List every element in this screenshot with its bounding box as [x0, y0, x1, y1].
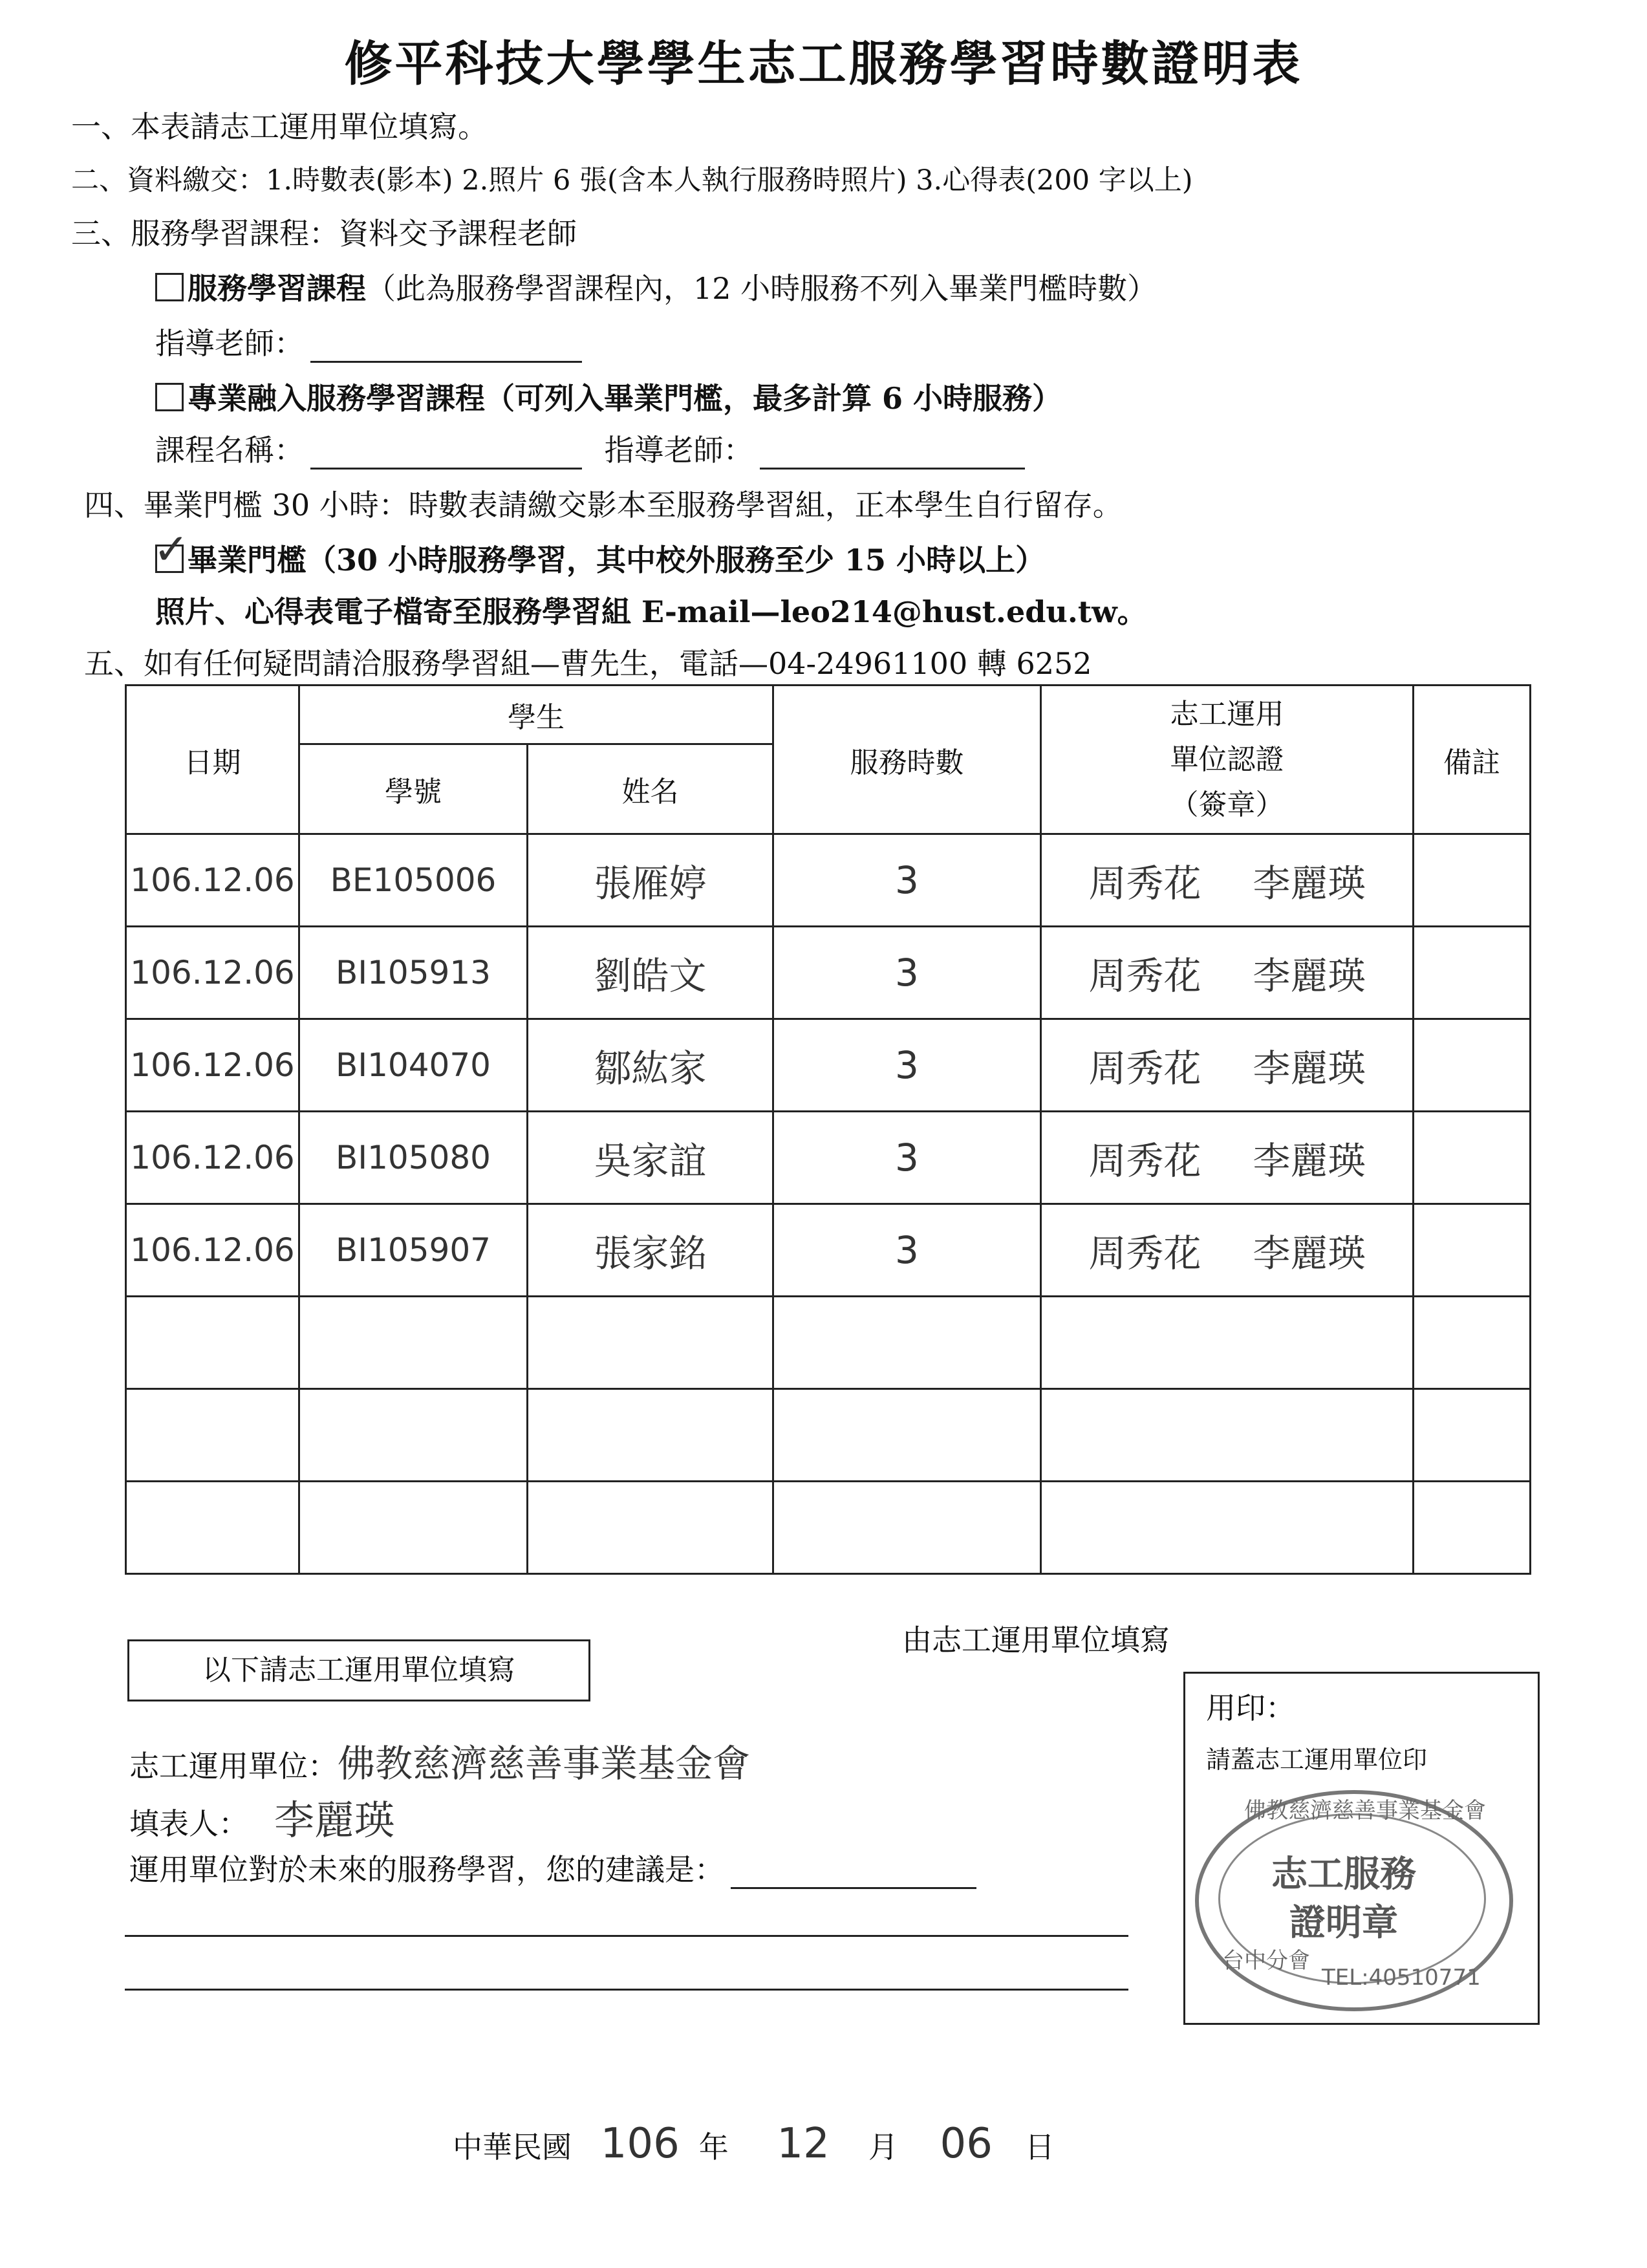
- unit-section-label: 以下請志工運用單位填寫: [127, 1639, 590, 1701]
- row-student-id: BI104070: [336, 1046, 491, 1084]
- header-student-name: 姓名: [528, 744, 773, 834]
- seal-center-1: 志工服務: [1271, 1853, 1416, 1895]
- header-date: 日期: [126, 686, 299, 834]
- table-row: [126, 1204, 1531, 1297]
- seal-ring-bottom: TEL:40510771: [1322, 1965, 1481, 1991]
- row-hours: 3: [895, 1043, 919, 1087]
- page-title: 修平科技大學學生志工服務學習時數證明表: [344, 36, 1303, 92]
- unit-value: 佛教慈濟慈善事業基金會: [338, 1742, 751, 1786]
- row-hours: 3: [895, 951, 919, 995]
- header-remark: 備註: [1414, 686, 1531, 834]
- row-hours: 3: [895, 1228, 919, 1272]
- row-signature-1: 周秀花: [1088, 861, 1201, 905]
- row-signature-1: 周秀花: [1088, 1046, 1201, 1090]
- header-student-id: 學號: [299, 744, 528, 834]
- row-student-id: BI105080: [336, 1139, 491, 1176]
- row-remark[interactable]: [1414, 1204, 1531, 1297]
- row-date: 106.12.06: [130, 1231, 295, 1269]
- filler-value: 李麗瑛: [274, 1797, 395, 1844]
- row-student-name: 劉皓文: [594, 954, 707, 998]
- option-service-learning-course: 服務學習課程（此為服務學習課程內，12 小時服務不列入畢業門檻時數）: [155, 265, 1157, 308]
- row-hours: 3: [895, 1136, 919, 1180]
- seal-ring-left: 台中分會: [1222, 1948, 1310, 1974]
- checkbox-graduation-threshold[interactable]: [153, 524, 189, 574]
- filled-by-note: 由志工運用單位填寫: [902, 1623, 1170, 1658]
- row-student-id: BI105913: [336, 954, 491, 991]
- unit-field: 志工運用單位：佛教慈濟慈善事業基金會: [129, 1742, 751, 1786]
- teacher-input-2[interactable]: [760, 438, 1025, 470]
- suggestion-line[interactable]: [125, 1935, 1128, 1937]
- date-day: 06: [940, 2120, 993, 2168]
- row-signature-2: 李麗瑛: [1253, 1231, 1366, 1275]
- seal-center-2: 證明章: [1289, 1901, 1398, 1944]
- service-hours-table: [125, 684, 1531, 1575]
- stamp-note: 請蓋志工運用單位印: [1206, 1745, 1428, 1774]
- header-certification: 志工運用 單位認證 （簽章）: [1041, 686, 1414, 834]
- instruction-5: 五、如有任何疑問請洽服務學習組—曹先生，電話—04-24961100 轉 6252: [84, 646, 1092, 681]
- teacher-field-1: 指導老師：: [155, 320, 582, 363]
- row-student-id: BE105006: [330, 861, 497, 899]
- checkbox-service-learning-course[interactable]: [155, 273, 184, 301]
- row-remark[interactable]: [1414, 1019, 1531, 1112]
- date-month: 12: [777, 2120, 830, 2168]
- table-row-empty: [126, 1482, 1531, 1574]
- instruction-4: 四、畢業門檻 30 小時：時數表請繳交影本至服務學習組，正本學生自行留存。: [84, 488, 1123, 523]
- teacher-input-1[interactable]: [310, 331, 582, 363]
- date-line: 中華民國 106 年 12 月 06 日: [453, 2120, 1055, 2168]
- row-remark[interactable]: [1414, 1112, 1531, 1204]
- table-row: [126, 927, 1531, 1019]
- suggestion-line[interactable]: [125, 1989, 1128, 1991]
- table-row-empty: [126, 1297, 1531, 1389]
- suggestion-input[interactable]: [731, 1857, 976, 1889]
- row-date: 106.12.06: [130, 1139, 295, 1176]
- row-date: 106.12.06: [130, 1046, 295, 1084]
- table-row: [126, 1019, 1531, 1112]
- row-signature-2: 李麗瑛: [1253, 1139, 1366, 1183]
- filler-field: 填表人： 李麗瑛: [129, 1797, 395, 1844]
- row-signature-1: 周秀花: [1088, 1139, 1201, 1183]
- row-signature-2: 李麗瑛: [1253, 1046, 1366, 1090]
- row-student-id: BI105907: [336, 1231, 491, 1269]
- stamp-title: 用印：: [1206, 1690, 1295, 1725]
- table-row-empty: [126, 1389, 1531, 1482]
- instruction-3: 三、服務學習課程：資料交予課程老師: [71, 216, 577, 251]
- course-name-input[interactable]: [310, 438, 582, 470]
- suggestion-field: 運用單位對於未來的服務學習，您的建議是：: [129, 1846, 976, 1889]
- instruction-2: 二、資料繳交：1.時數表(影本) 2.照片 6 張(含本人執行服務時照片) 3.心得表(200 字以上): [71, 164, 1193, 197]
- course-fields: 課程名稱： 指導老師：: [155, 427, 1025, 470]
- instruction-1: 一、本表請志工運用單位填寫。: [71, 109, 488, 144]
- row-signature-1: 周秀花: [1088, 954, 1201, 998]
- table-row: [126, 834, 1531, 927]
- checkbox-professional-course[interactable]: [155, 383, 184, 411]
- row-hours: 3: [895, 858, 919, 902]
- seal-ring-top: 佛教慈濟慈善事業基金會: [1244, 1798, 1486, 1824]
- row-student-name: 鄒紘家: [594, 1046, 707, 1090]
- check-mark-icon: ✓: [153, 524, 189, 574]
- table-row: [126, 1112, 1531, 1204]
- row-signature-1: 周秀花: [1088, 1231, 1201, 1275]
- option-professional-course: 專業融入服務學習課程（可列入畢業門檻，最多計算 6 小時服務）: [155, 375, 1062, 418]
- row-student-name: 張家銘: [594, 1231, 707, 1275]
- row-remark[interactable]: [1414, 834, 1531, 927]
- organization-seal: [1195, 1790, 1513, 2011]
- date-year: 106: [600, 2120, 680, 2168]
- row-date: 106.12.06: [130, 861, 295, 899]
- row-student-name: 張雁婷: [594, 861, 707, 905]
- row-date: 106.12.06: [130, 954, 295, 991]
- header-student: 學生: [299, 686, 773, 744]
- row-signature-2: 李麗瑛: [1253, 954, 1366, 998]
- row-student-name: 吳家誼: [594, 1139, 707, 1183]
- row-signature-2: 李麗瑛: [1253, 861, 1366, 905]
- option-graduation-threshold: ✓ 畢業門檻（30 小時服務學習，其中校外服務至少 15 小時以上）: [153, 524, 1046, 578]
- header-hours: 服務時數: [773, 686, 1041, 834]
- row-remark[interactable]: [1414, 927, 1531, 1019]
- email-instruction: 照片、心得表電子檔寄至服務學習組 E-mail—leo214@hust.edu.tw。: [155, 594, 1147, 629]
